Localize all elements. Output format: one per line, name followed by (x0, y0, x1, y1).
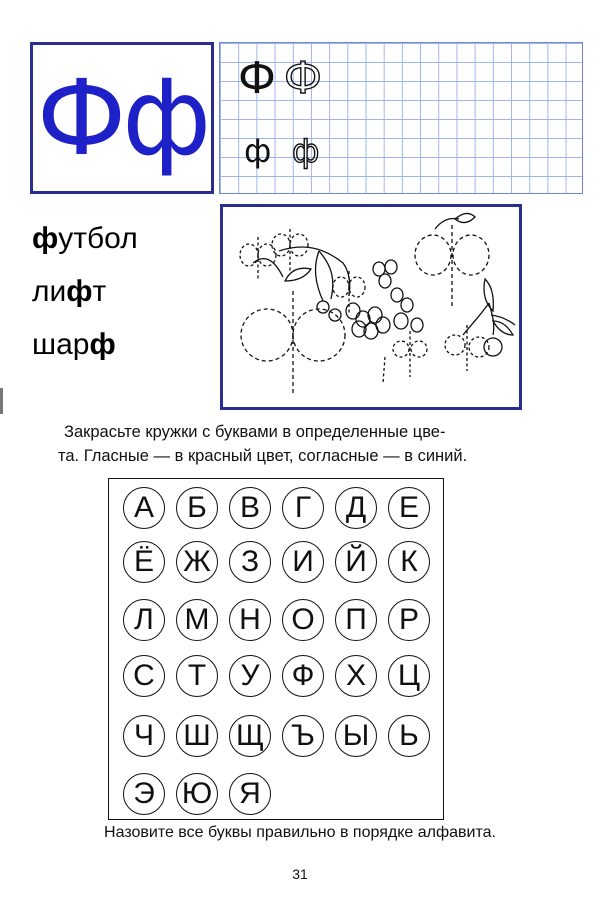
branch-line (279, 247, 350, 295)
letter-circle[interactable]: Д (335, 487, 377, 529)
letter-circle[interactable]: К (388, 541, 430, 583)
big-letter-pair: Фф (36, 57, 208, 179)
letter-circle[interactable]: П (335, 599, 377, 641)
letter-circle[interactable]: Ь (388, 715, 430, 757)
alphabet-grid (108, 478, 444, 820)
writing-practice-grid (219, 42, 583, 194)
grid-upper-letter: Ф (238, 53, 276, 104)
grape-bunch (346, 260, 423, 339)
fruit-illustration (220, 204, 522, 410)
letter-circle[interactable]: Я (229, 773, 271, 815)
letter-circle[interactable]: Ы (335, 715, 377, 757)
page-number: 31 (292, 866, 308, 882)
letter-circle[interactable]: Ж (176, 541, 218, 583)
apple-leaf (285, 268, 311, 281)
fruit-drawing-svg (223, 207, 519, 407)
hidden-letter-top-right (415, 225, 489, 307)
letter-circle[interactable]: В (229, 487, 271, 529)
letter-circle[interactable]: Ю (176, 773, 218, 815)
grid-lower-letter-trace: ф (292, 132, 320, 170)
letter-circle[interactable]: Ё (123, 541, 165, 583)
example-words (32, 224, 138, 383)
letter-display-box (30, 42, 214, 194)
letter-circle[interactable]: Щ (229, 715, 271, 757)
letter-circle[interactable]: У (229, 655, 271, 697)
letter-circle[interactable]: Е (388, 487, 430, 529)
word-item: футбол (32, 222, 138, 255)
word-item: шарф (32, 328, 116, 361)
letter-circle[interactable]: О (282, 599, 324, 641)
letter-circle[interactable]: Ц (388, 655, 430, 697)
hidden-letter-bottom (393, 331, 427, 377)
grid-upper-letter-trace: Ф (284, 53, 322, 104)
letter-circle[interactable]: Б (176, 487, 218, 529)
grid-lower-letter: ф (244, 132, 272, 170)
letter-circle[interactable]: Ш (176, 715, 218, 757)
instruction-line-2: та. Гласные — в красный цвет, согласные — в синий. (58, 447, 468, 465)
letter-circle[interactable]: М (176, 599, 218, 641)
hidden-letter-small-2 (272, 229, 308, 271)
hidden-letter-cherries (445, 325, 489, 371)
letter-circle[interactable]: С (123, 655, 165, 697)
letter-circle[interactable]: Ч (123, 715, 165, 757)
letter-circle[interactable]: Х (335, 655, 377, 697)
letter-circle[interactable]: Й (335, 541, 377, 583)
cherry-leaf (484, 279, 493, 311)
task-instructions (58, 420, 538, 468)
letter-circle[interactable]: Ъ (282, 715, 324, 757)
letter-circle[interactable]: Л (123, 599, 165, 641)
letter-circle[interactable]: Р (388, 599, 430, 641)
letter-circle[interactable]: Ф (282, 655, 324, 697)
cherry-1 (317, 301, 329, 313)
letter-circle[interactable]: А (123, 487, 165, 529)
word-item: лифт (32, 275, 107, 308)
footer-instruction: Назовите все буквы правильно в порядке алфавита. (104, 824, 496, 841)
letter-circle[interactable]: Н (229, 599, 271, 641)
hidden-letter-small-1 (240, 237, 276, 279)
instruction-line-1: Закрасьте кружки с буквами в определенные цве- (64, 423, 446, 441)
pear-leaf (455, 213, 475, 222)
letter-circle[interactable]: З (229, 541, 271, 583)
letter-circle[interactable]: Г (282, 487, 324, 529)
letter-circle[interactable]: Т (176, 655, 218, 697)
page-edge-mark (0, 388, 3, 414)
letter-circle[interactable]: Э (123, 773, 165, 815)
letter-circle[interactable]: И (282, 541, 324, 583)
